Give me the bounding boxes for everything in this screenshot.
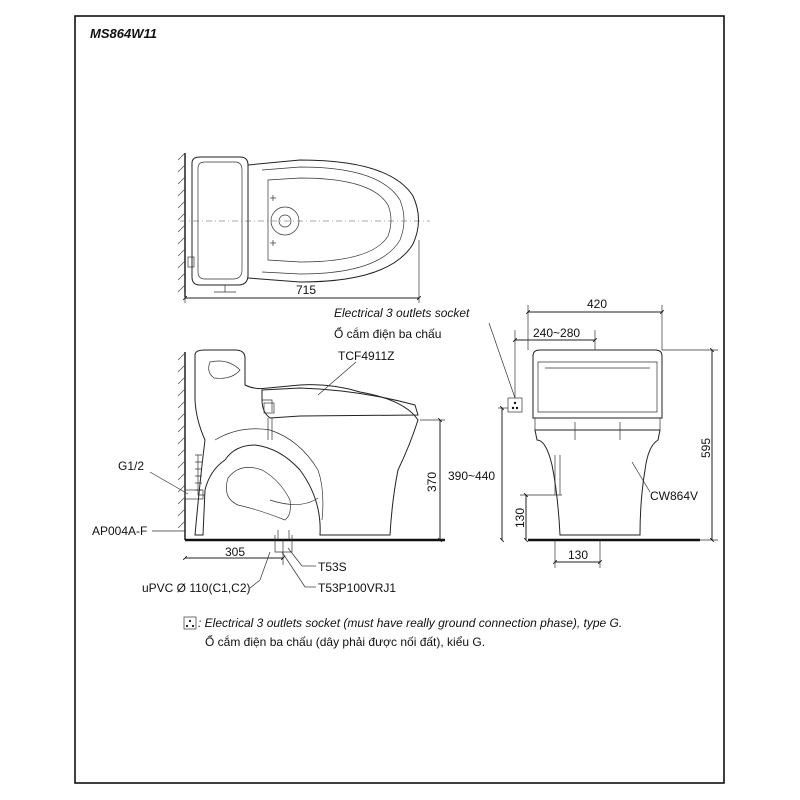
dim-370-label: 370 [425,471,439,492]
flange-label: T53S [318,560,347,574]
dim-390-440 [498,408,508,540]
side-view-toilet-body [195,350,418,535]
drawing-frame [75,16,724,783]
pipe-label: uPVC Ø 110(C1,C2) [142,581,251,595]
side-view [92,349,445,595]
top-view-wall [178,153,185,297]
dim-130-horizontal-label: 130 [568,548,589,562]
front-view [334,297,718,568]
note-line-en: : Electrical 3 outlets socket (must have really ground connection phase), type G. [198,616,623,630]
dim-305-label: 305 [225,545,246,559]
model-title: MS864W11 [90,26,157,41]
valve-label: AP004A-F [92,524,148,538]
dim-390-440-label: 390~440 [448,469,496,483]
dim-595-label: 595 [699,437,713,458]
dim-240-280 [515,330,595,398]
dim-240-280-label: 240~280 [533,326,581,340]
note-line-vi: Ổ cắm điện ba chấu (dây phải được nối đất), kiểu G. [205,635,486,649]
note [184,616,622,649]
socket-label-vi: Ổ cắm điện ba chấu [334,327,442,341]
front-view-bowl [535,430,660,535]
seat-model-label: TCF4911Z [338,349,395,363]
dim-420-label: 420 [587,297,608,311]
flange-kit-label: T53P100VRJ1 [318,581,397,595]
dim-715-label: 715 [296,283,317,297]
dim-130-vertical-label: 130 [513,507,527,528]
socket-label-en: Electrical 3 outlets socket [334,306,470,320]
top-view [178,153,430,303]
side-view-seat [262,388,418,418]
side-view-wall [178,352,185,540]
front-view-tank [533,350,662,418]
body-model-label: CW864V [650,489,699,503]
water-inlet-label: G1/2 [118,459,145,473]
socket-marker [508,398,522,412]
